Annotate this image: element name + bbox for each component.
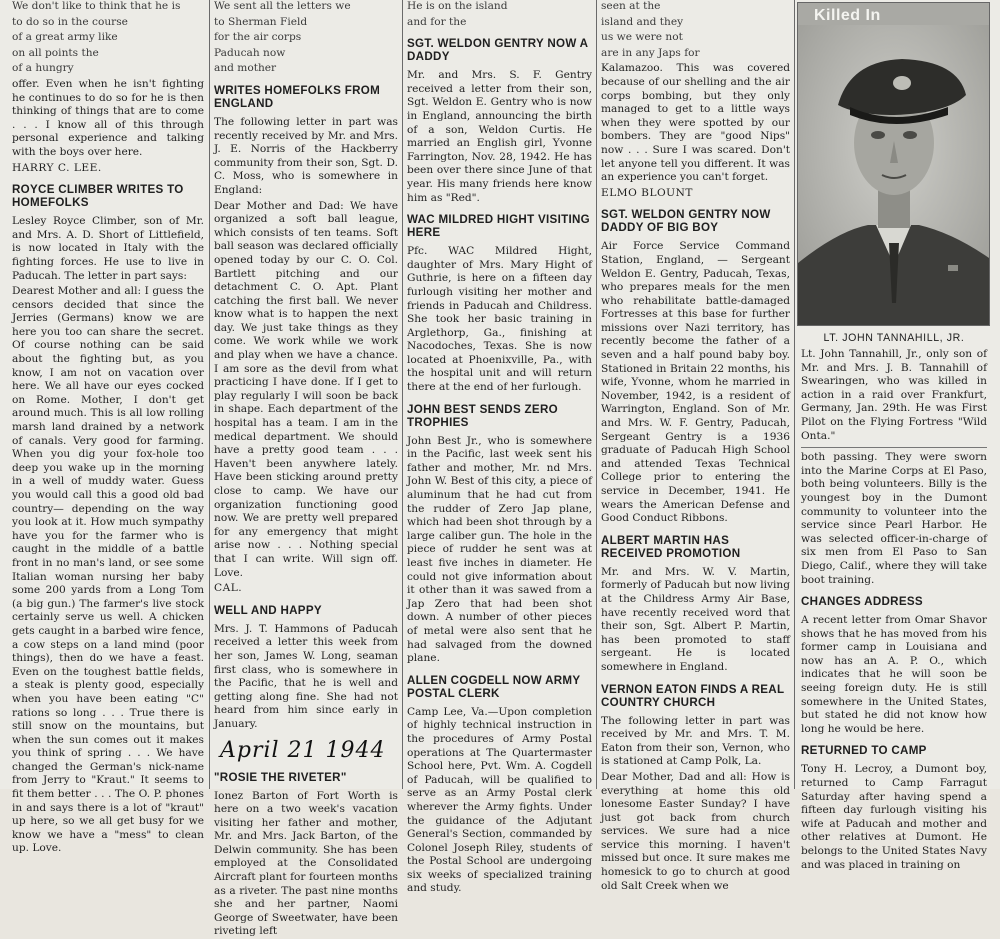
article-body: both passing. They were sworn into the Marine Corps at El Paso, both being volunteers. Billy is the youngest boy in the Dumont community to volunteer into the service since Pearl Harbor. He was selected officer-in-charge of six men from El Paso to San Diego, Calif., where they will take boot training. — [801, 451, 987, 587]
article-body: Ionez Barton of Fort Worth is here on a two week's vacation visiting her father and mother, Mr. and Mrs. Jack Barton, of the Delwin community. She has been employed at the Consolidated Aircraft plant for fourteen months as a riveter. The past nine months she and her partner, Naomi George of Sweetwater, have been riveting left — [214, 790, 398, 939]
clipped-top-text: to Sherman Field — [214, 16, 398, 30]
headline-john-best: JOHN BEST SENDS ZERO TROPHIES — [407, 403, 592, 429]
photo-caption-name: LT. JOHN TANNAHILL, JR. — [801, 332, 987, 344]
column-2 — [214, 0, 398, 789]
column-4 — [601, 0, 790, 789]
clipped-top-text: and mother — [214, 62, 398, 76]
headline-wac-hight: WAC MILDRED HIGHT VISITING HERE — [407, 213, 592, 239]
clipped-top-text: island and they — [601, 16, 790, 30]
column-rule — [794, 0, 795, 789]
portrait-photo-box — [797, 2, 990, 326]
article-body: Pfc. WAC Mildred Hight, daughter of Mrs. Mary Hight of Guthrie, is here on a fifteen day furlough visiting her mother and friends in Paducah and Childress. She took her basic training in Arglethorp, Ga., finishing at Nacodoches, Texas. She is now located at Phoenixville, Pa., with the hospital unit and will return there at the end of her furlough. — [407, 245, 592, 395]
handwritten-date: April 21 1944 — [220, 738, 398, 763]
clipping-edge — [801, 447, 987, 448]
soldier-portrait-image — [798, 3, 989, 325]
clipped-top-text: He is on the island — [407, 0, 592, 14]
headline-vernon-eaton: VERNON EATON FINDS A REAL COUNTRY CHURCH — [601, 683, 790, 709]
clipped-top-text: and for the — [407, 16, 592, 30]
article-body: John Best Jr., who is somewhere in the Pacific, last week sent his father and mother, Mr. nd Mrs. John W. Best of this city, a piece of aluminum that he had cut from the rudder of Zero Jap plane, which had been shot through by a large caliber gun. The hole in the piece of rudder he sent was at least five inches in diameter. He could not give information about it other than it was sawed from a Jap Zero that had been shot down. A number of other pieces of metal were also sent that he had salvaged from the downed plane. — [407, 435, 592, 666]
article-body: Mrs. J. T. Hammons of Paducah received a letter this week from her son, James W. Long, seaman first class, who is somewhere in the Pacific, that he is well and getting along fine. She had not heard from him since early in January. — [214, 623, 398, 732]
article-body: The following letter in part was received by Mr. and Mrs. T. M. Eaton from their son, Vernon, who is stationed at Camp Polk, La. — [601, 715, 790, 769]
article-body: Tony H. Lecroy, a Dumont boy, returned to Camp Farragut Saturday after having spend a fifteen day furlough visiting his wife at Paducah and mother and other relatives at Dumont. He belongs to the United States Navy and was placed in training on — [801, 763, 987, 872]
column-1 — [12, 0, 204, 789]
clipped-top-text: of a hungry — [12, 62, 204, 76]
article-body: Mr. and Mrs. W. V. Martin, formerly of Paducah but now living at the Childress Army Air Base, have recently received word that their son, Sgt. Albert P. Martin, has been promoted to staff sergeant. He is located somewhere in England. — [601, 566, 790, 675]
article-body: Dearest Mother and all: I guess the censors decided that since the Jerries (Germans) know we are here you too can share the secret. Of course nothing can be said about the fighting but, as you know, I am not on vacation over here. We all have our eyes cocked on Rome. Mother, I don't get around much. This is all low rolling marsh land drained by a network of canals. Very good for farming. When you dig your fox-hole too deep you wake up in the morning in a well of muddy water. Guess you would call this a good old bad country— depending on the way you look at it. How much sympathy have you for the farmer who is caught in the middle of a battle front in no man's land, or see some Italian woman nursing her baby some 200 yards from a Long Tom (a big gun.) The farmer's live stock certainly serve us well. A chicken gets caught in a barbed wire fence, a cow steps on a land mind (poor things), then do we have a feast. Even on the toughest battle fields, a steak is plenty good, especially when you have been eating "C" rations so long . . . True there is still snow on the mountains, but when the sun comes out it makes you think of spring . . . We have changed the German's nick-name from Jerry to "Kraut." It seems to fit them better . . . The O. P. phones in and says there is a lot of "kraut" up here, so we all get busy for we know we have a "mess" to clean up. Love. — [12, 285, 204, 856]
headline-well-and-happy: WELL AND HAPPY — [214, 604, 398, 617]
column-3 — [407, 0, 592, 789]
clipped-top-text: us we were not — [601, 31, 790, 45]
column-rule — [596, 0, 597, 789]
article-body: Kalamazoo. This was covered because of our shelling and the air corps bombing, but they only managed to get to a little ways when they were spotted by our bombers. They are "good Nips" now . . . Sure I was scared. Don't let anyone tell you different. It was an experience you can't forget. — [601, 62, 790, 184]
headline-gentry-daddy: SGT. WELDON GENTRY NOW A DADDY — [407, 37, 592, 63]
headline-rosie-the-riveter: "ROSIE THE RIVETER" — [214, 771, 398, 784]
article-body: The following letter in part was recently received by Mr. and Mrs. J. E. Norris of the Hackberry community from their son, Sgt. D. C. Moss, who is somewhere in England: — [214, 116, 398, 198]
headline-allen-cogdell: ALLEN COGDELL NOW ARMY POSTAL CLERK — [407, 674, 592, 700]
photo-headline: Killed In — [814, 7, 881, 25]
article-body: A recent letter from Omar Shavor shows that he has moved from his former camp in Louisiana and now has an A. P. O., which indicates that he will soon be seeing foreign duty. He is still somewhere in the United States, but stated he did not know how long he would be here. — [801, 614, 987, 736]
article-body: offer. Even when he isn't fighting he continues to do so for he is then thinking of things that are to come . . . I know all of this through personal experience and talking with the boys over here. — [12, 78, 204, 160]
article-signature: HARRY C. LEE. — [12, 162, 204, 176]
article-body: Air Force Service Command Station, England, — Sergeant Weldon E. Gentry, Paducah, Texas, who prepares meals for the men who rehabilitate battle-damaged Fortresses at this base for further missions over Nazi territory, has recently become the father of a seven and a half pound baby boy. Stationed in Britain 22 months, his wife, Yvonne, whom he married in November, 1942, is a resident of Warrington, England. Son of Mr. and Mrs. W. F. Gentry, Paducah, Sergeant Gentry is a 1936 graduate of Paducah High School and attended Texas Technical College prior to entering the service in December, 1941. He wears the American Defense and Good Conduct Ribbons. — [601, 240, 790, 525]
article-body: Lesley Royce Climber, son of Mr. and Mrs. A. D. Short of Littlefield, is now located in Italy with the fighting forces. He use to live in Paducah. The letter in part says: — [12, 215, 204, 283]
clipped-top-text: We sent all the letters we — [214, 0, 398, 14]
clipped-top-text: are in any Japs for — [601, 47, 790, 61]
article-body: Dear Mother and Dad: We have organized a soft ball league, which consists of ten teams. Soft ball season was declared officially opened today by our C. O. Col. Bartlett pitching and our detachment C. O. Apt. Plant catching the first ball. We never know what is to happen the next day. We just take things as they come. We work while we work and play when we have a chance. I am sore as the devil from what practicing I have done. If I get to play regularly I will soon be back in shape. Each department of the hospital has a team. I am in the medical department. We should have a pretty good team . . . Haven't been anywhere lately. Have been sticking around pretty close to camp. We have our organization functioning good now. We are pretty well prepared for any emergency that might arise now . . . Nothing special that I can write. Will sign off. Love. — [214, 200, 398, 581]
headline-writes-homefolks: WRITES HOMEFOLKS FROM ENGLAND — [214, 84, 398, 110]
article-body: Camp Lee, Va.—Upon completion of highly technical instruction in the procedures of Army Postal operations at The Quartermaster School here, Pvt. Wm. A. Cogdell of Paducah, will be qualified to serve as an Army Postal clerk wherever the Army fights. Under the guidance of the Adjutant General's Section, commanded by Colonel Joseph Riley, students of the Postal School are undergoing six weeks of specialized training and study. — [407, 706, 592, 896]
headline-royce-climber: ROYCE CLIMBER WRITES TO HOMEFOLKS — [12, 183, 204, 209]
column-rule — [209, 0, 210, 789]
clipped-top-text: for the air corps — [214, 31, 398, 45]
headline-returned-to-camp: RETURNED TO CAMP — [801, 744, 987, 757]
headline-albert-martin: ALBERT MARTIN HAS RECEIVED PROMOTION — [601, 534, 790, 560]
column-rule — [402, 0, 403, 789]
column-5 — [801, 326, 987, 789]
article-body: Dear Mother, Dad and all: How is everything at home this old lonesome Easter Sunday? I have just got back from church services. We sure had a nice service this morning. I haven't missed but once. It sure makes me homesick to go to church at good old Salt Creek when we — [601, 771, 790, 893]
headline-gentry-big-boy: SGT. WELDON GENTRY NOW DADDY OF BIG BOY — [601, 208, 790, 234]
article-signature: ELMO BLOUNT — [601, 187, 790, 201]
clipped-top-text: of a great army like — [12, 31, 204, 45]
clipped-top-text: to do so in the course — [12, 16, 204, 30]
article-body: Mr. and Mrs. S. F. Gentry received a letter from their son, Sgt. Weldon E. Gentry who is now in England, announcing the birth of a son, Weldon Curtis. He married an English girl, Yvonne Farrington, Nov. 28, 1942. He has been over there since June of that year. His many friends here know him as "Red". — [407, 69, 592, 205]
headline-changes-address: CHANGES ADDRESS — [801, 595, 987, 608]
clipped-top-text: on all points the — [12, 47, 204, 61]
clipped-top-text: We don't like to think that he is — [12, 0, 204, 14]
article-signature: CAL. — [214, 582, 398, 596]
clipped-top-text: seen at the — [601, 0, 790, 14]
article-body: Lt. John Tannahill, Jr., only son of Mr. and Mrs. J. B. Tannahill of Swearingen, who was killed in action in a raid over Frankfurt, Germany, Jan. 29th. He was First Pilot on the Flying Fortress "Wild Onta." — [801, 348, 987, 443]
clipped-top-text: Paducah now — [214, 47, 398, 61]
